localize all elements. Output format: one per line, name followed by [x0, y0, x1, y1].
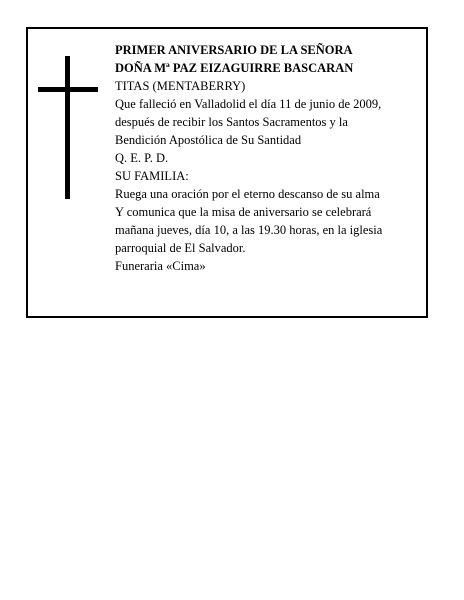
- request-text-line-2: Y comunica que la misa de aniversario se celebrará: [115, 205, 372, 219]
- notice-title-line-1: PRIMER ANIVERSARIO DE LA SEÑORA: [115, 43, 353, 57]
- cross-horizontal-bar: [38, 87, 98, 92]
- funeral-home-text: Funeraria «Cima»: [115, 259, 206, 273]
- request-text-line-3: mañana jueves, día 10, a las 19.30 horas, en la iglesia: [115, 223, 383, 237]
- request-text-line-1: Ruega una oración por el eterno descanso de su alma: [115, 187, 380, 201]
- death-text-line-1: Que falleció en Valladolid el día 11 de junio de 2009,: [115, 97, 382, 111]
- notice-title-line-2: DOÑA Mª PAZ EIZAGUIRRE BASCARAN: [115, 61, 354, 75]
- death-text-line-3: Bendición Apostólica de Su Santidad: [115, 133, 302, 147]
- obituary-notice: [26, 27, 428, 318]
- latin-cross-icon: [38, 56, 98, 199]
- qepd-text: Q. E. P. D.: [115, 151, 169, 165]
- cross-vertical-bar: [65, 56, 70, 199]
- request-text-line-4: parroquial de El Salvador.: [115, 241, 246, 255]
- family-heading: SU FAMILIA:: [115, 169, 189, 183]
- notice-text: [115, 41, 420, 275]
- death-text-line-2: después de recibir los Santos Sacramentos y la: [115, 115, 348, 129]
- notice-subtitle: TITAS (MENTABERRY): [115, 79, 246, 93]
